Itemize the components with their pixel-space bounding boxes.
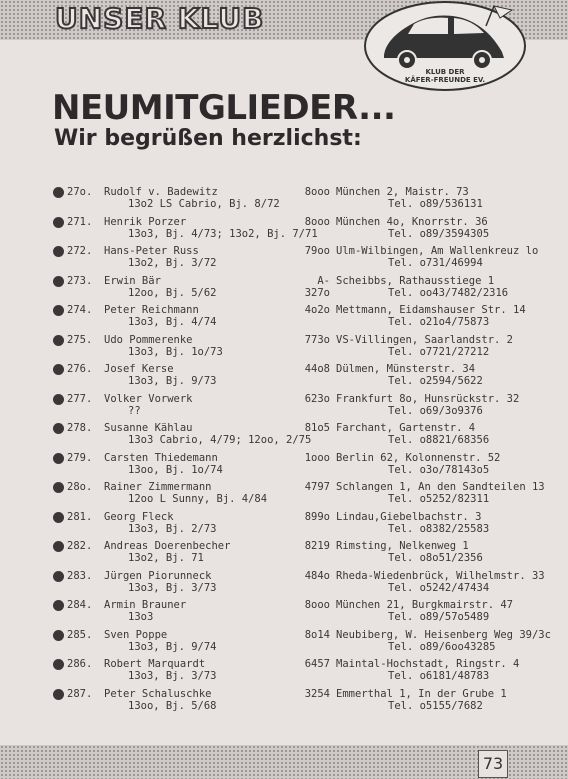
member-address: Mettmann, Eidamshauser Str. 14 (336, 304, 526, 316)
member-phone: Tel. o2594/5622 (388, 375, 483, 387)
member-entry (0, 481, 568, 511)
bullet-icon (53, 541, 64, 552)
bullet-icon (53, 394, 64, 405)
member-car: 13o3, Bj. 9/74 (128, 640, 217, 653)
member-car: 13o2 LS Cabrio, Bj. 8/72 (128, 198, 280, 210)
member-postal: 81o5 (304, 422, 330, 434)
member-address: München 2, Maistr. 73 (336, 186, 469, 198)
member-phone: Tel. o6181/48783 (388, 670, 490, 682)
member-phone: Tel. o3o/78143o5 (388, 463, 490, 476)
member-postal: 3254 (304, 687, 330, 700)
member-number: 287. (67, 687, 93, 700)
bullet-icon (53, 689, 64, 700)
member-postal: 8ooo (304, 599, 330, 611)
member-entry (0, 452, 568, 482)
bullet-icon (53, 305, 64, 316)
member-car: 13oo, Bj. 1o/74 (128, 463, 223, 476)
member-car: 13o2, Bj. 71 (128, 552, 204, 564)
masthead-title: UNSER KLUB (55, 2, 265, 35)
member-address: Ulm-Wilbingen, Am Wallenkreuz lo (336, 245, 539, 257)
page-headline: NEUMITGLIEDER... (52, 88, 396, 128)
member-postal: 79oo (304, 245, 330, 257)
member-phone: Tel. o5155/7682 (388, 699, 483, 712)
member-postal: A-327o (304, 274, 330, 299)
member-car: 13oo, Bj. 5/68 (128, 699, 217, 712)
member-number: 276. (67, 363, 93, 375)
member-address: Scheibbs, Rathausstiege 1 (336, 274, 495, 287)
member-postal: 623o (304, 392, 330, 405)
member-number: 283. (67, 569, 93, 582)
member-phone: Tel. o8o51/2356 (388, 552, 483, 564)
member-name: Udo Pommerenke (104, 333, 193, 346)
page-subheadline: Wir begrüßen herzlichst: (54, 126, 362, 151)
member-entry (0, 363, 568, 393)
member-number: 28o. (67, 481, 93, 493)
member-phone: Tel. o731/46994 (388, 257, 483, 269)
member-postal: 484o (304, 569, 330, 582)
member-name: Volker Vorwerk (104, 392, 193, 405)
member-phone: Tel. o8382/25583 (388, 522, 490, 535)
member-address: Lindau,Giebelbachstr. 3 (336, 510, 482, 523)
member-number: 286. (67, 658, 93, 670)
member-entry (0, 422, 568, 452)
member-entry (0, 570, 568, 600)
member-entry (0, 599, 568, 629)
member-entry (0, 658, 568, 688)
member-number: 27o. (67, 186, 93, 198)
member-car: ?? (128, 404, 141, 417)
member-address: Frankfurt 8o, Hunsrückstr. 32 (336, 392, 520, 405)
bullet-icon (53, 512, 64, 523)
bullet-icon (53, 482, 64, 493)
member-postal: 4797 (304, 481, 330, 493)
member-address: Rimsting, Nelkenweg 1 (336, 540, 469, 552)
member-postal: 1ooo (304, 451, 330, 464)
member-postal: 8219 (304, 540, 330, 552)
logo-text-line1: KLUB DER (425, 68, 465, 76)
member-name: Robert Marquardt (104, 658, 206, 670)
member-postal: 44o8 (304, 363, 330, 375)
member-name: Rudolf v. Badewitz (104, 186, 218, 198)
member-entry (0, 393, 568, 423)
bullet-icon (53, 276, 64, 287)
bullet-icon (53, 335, 64, 346)
member-name: Hans-Peter Russ (104, 245, 199, 257)
member-car: 13o3, Bj. 4/73; 13o2, Bj. 7/71 (128, 227, 318, 240)
member-name: Peter Reichmann (104, 304, 199, 316)
member-number: 284. (67, 599, 93, 611)
member-postal: 8ooo (304, 186, 330, 198)
member-phone: Tel. o89/536131 (388, 198, 483, 210)
member-entry (0, 688, 568, 718)
bullet-icon (53, 423, 64, 434)
member-address: München 4o, Knorrstr. 36 (336, 215, 488, 228)
member-postal: 8ooo (304, 215, 330, 228)
bullet-icon (53, 187, 64, 198)
member-car: 13o3 (128, 611, 154, 623)
member-car: 12oo, Bj. 5/62 (128, 286, 217, 299)
member-number: 272. (67, 245, 93, 257)
member-entry (0, 334, 568, 364)
member-name: Josef Kerse (104, 363, 174, 375)
bullet-icon (53, 571, 64, 582)
member-entry (0, 245, 568, 275)
member-number: 271. (67, 215, 93, 228)
member-address: VS-Villingen, Saarlandstr. 2 (336, 333, 514, 346)
member-name: Andreas Doerenbecher (104, 540, 231, 552)
member-car: 13o3, Bj. 3/73 (128, 670, 217, 682)
member-entry (0, 186, 568, 216)
member-car: 13o3, Bj. 4/74 (128, 316, 217, 328)
member-car: 12oo L Sunny, Bj. 4/84 (128, 493, 268, 505)
member-name: Rainer Zimmermann (104, 481, 212, 493)
member-car: 13o3, Bj. 1o/73 (128, 345, 223, 358)
member-address: Emmerthal 1, In der Grube 1 (336, 687, 507, 700)
member-name: Henrik Porzer (104, 215, 187, 228)
member-phone: Tel. o5252/82311 (388, 493, 490, 505)
member-name: Carsten Thiedemann (104, 451, 218, 464)
member-phone: Tel. o69/3o9376 (388, 404, 483, 417)
member-phone: Tel. o7721/27212 (388, 345, 490, 358)
member-car: 13o3, Bj. 3/73 (128, 581, 217, 594)
member-car: 13o3 Cabrio, 4/79; 12oo, 2/75 (128, 434, 312, 446)
bullet-icon (53, 659, 64, 670)
member-entry (0, 216, 568, 246)
bullet-icon (53, 600, 64, 611)
member-address: Maintal-Hochstadt, Ringstr. 4 (336, 658, 520, 670)
bullet-icon (53, 630, 64, 641)
member-name: Sven Poppe (104, 628, 168, 641)
member-number: 278. (67, 422, 93, 434)
member-entry (0, 629, 568, 659)
member-address: Neubiberg, W. Heisenberg Weg 39/3c (336, 628, 551, 641)
bullet-icon (53, 217, 64, 228)
member-address: Dülmen, Münsterstr. 34 (336, 363, 476, 375)
member-phone: Tel. o5242/47434 (388, 581, 490, 594)
member-car: 13o2, Bj. 3/72 (128, 257, 217, 269)
member-car: 13o3, Bj. 2/73 (128, 522, 217, 535)
member-entry (0, 304, 568, 334)
member-address: Farchant, Gartenstr. 4 (336, 422, 476, 434)
member-number: 277. (67, 392, 93, 405)
member-name: Susanne Kählau (104, 422, 193, 434)
member-postal: 4o2o (304, 304, 330, 316)
member-address: Berlin 62, Kolonnenstr. 52 (336, 451, 501, 464)
member-number: 274. (67, 304, 93, 316)
member-number: 282. (67, 540, 93, 552)
member-number: 275. (67, 333, 93, 346)
member-number: 281. (67, 510, 93, 523)
member-number: 273. (67, 274, 93, 287)
member-address: Schlangen 1, An den Sandteilen 13 (336, 481, 545, 493)
bullet-icon (53, 453, 64, 464)
member-phone: Tel. o89/57o5489 (388, 611, 490, 623)
member-postal: 6457 (304, 658, 330, 670)
member-entry (0, 540, 568, 570)
bullet-icon (53, 364, 64, 375)
member-phone: Tel. o89/3594305 (388, 227, 490, 240)
member-phone: Tel. o21o4/75873 (388, 316, 490, 328)
member-phone: Tel. o89/6oo43285 (388, 640, 496, 653)
member-name: Erwin Bär (104, 274, 161, 287)
member-entry (0, 511, 568, 541)
member-postal: 773o (304, 333, 330, 346)
member-number: 279. (67, 451, 93, 464)
bullet-icon (53, 246, 64, 257)
member-address: München 21, Burgkmairstr. 47 (336, 599, 514, 611)
member-postal: 8o14 (304, 628, 330, 641)
member-number: 285. (67, 628, 93, 641)
member-name: Jürgen Piorunneck (104, 569, 212, 582)
member-name: Peter Schaluschke (104, 687, 212, 700)
member-car: 13o3, Bj. 9/73 (128, 375, 217, 387)
member-name: Armin Brauner (104, 599, 187, 611)
member-name: Georg Fleck (104, 510, 174, 523)
member-phone: Tel. oo43/7482/2316 (388, 286, 509, 299)
member-phone: Tel. o8821/68356 (388, 434, 490, 446)
member-postal: 899o (304, 510, 330, 523)
club-logo (362, 0, 528, 92)
member-entry (0, 275, 568, 305)
logo-text-line2: KÄFER-FREUNDE EV. (404, 76, 486, 84)
page-number: 73 (478, 750, 508, 778)
member-address: Rheda-Wiedenbrück, Wilhelmstr. 33 (336, 569, 545, 582)
